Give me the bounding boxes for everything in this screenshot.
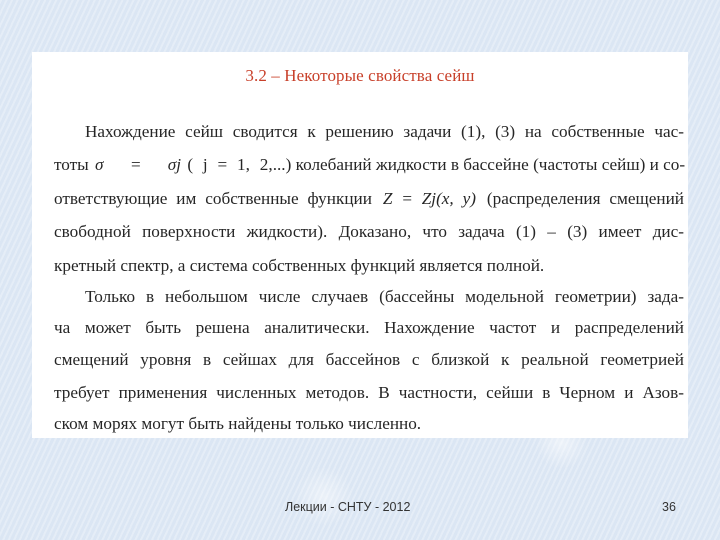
slide-title: 3.2 – Некоторые свойства сейш: [245, 66, 475, 85]
formula-index: ( j = 1, 2,...): [187, 155, 292, 174]
formula-eigenfunction: Z = Zj(x, y): [382, 189, 476, 208]
paragraph2-line4: требует применения численных методов. В частности, сейши в Черном и Азов-: [54, 383, 684, 402]
paragraph1-line3: [54, 189, 684, 209]
paragraph2-line3: смещений уровня в сейшах для бассейнов с близкой к реальной геометрией: [54, 350, 684, 369]
paragraph1-line2: [54, 155, 684, 175]
slide-body: [32, 52, 688, 438]
paragraph1-line2-end: колебаний жидкости в бассейне (частоты сейш) и со-: [295, 155, 686, 174]
paragraph2-line5: ском морях могут быть найдены только численно.: [54, 414, 422, 433]
footer-text: Лекции - СНТУ - 2012: [285, 500, 411, 514]
paragraph1-line2-start: тоты: [54, 155, 89, 174]
paragraph1-line4: свободной поверхности жидкости). Доказано, что задача (1) – (3) имеет дис-: [54, 222, 684, 241]
paragraph1-line5: кретный спектр, а система собственных функций является полной.: [54, 256, 545, 275]
paragraph1-line1: Нахождение сейш сводится к решению задачи (1), (3) на собственные час-: [85, 122, 684, 141]
paragraph1-line3-end: (распределения смещений: [486, 189, 685, 208]
formula-sigma: σ = σj: [95, 155, 182, 174]
paragraph1-line3-start: ответствующие им собственные функции: [54, 189, 372, 208]
slide-number: 36: [662, 500, 676, 514]
paragraph2-line1: Только в небольшом числе случаев (бассейны модельной геометрии) зада-: [85, 287, 684, 306]
paragraph2-line2: ча может быть решена аналитически. Нахождение частот и распределений: [54, 318, 684, 337]
